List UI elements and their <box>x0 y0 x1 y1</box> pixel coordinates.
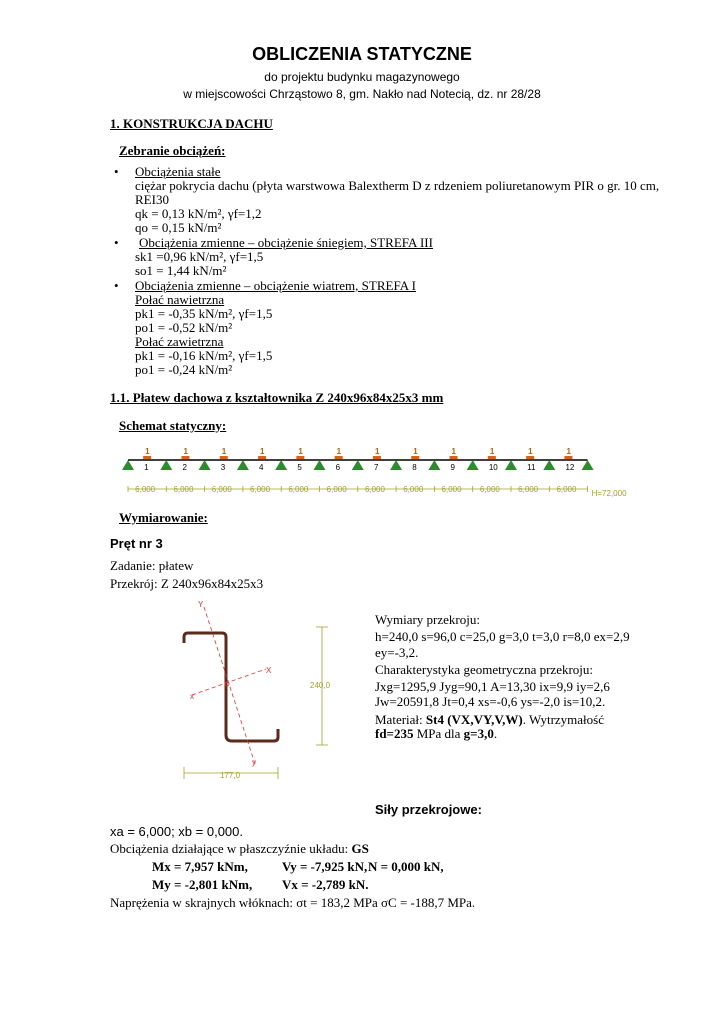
load-marker <box>181 456 189 459</box>
page-title: OBLICZENIA STATYCZNE <box>252 44 472 64</box>
wind-load-title: Obciążenia zmienne – obciążenie wiatrem, STREFA I <box>135 278 416 293</box>
leeward-label: Połać zawietrzna <box>135 334 224 349</box>
load-marker <box>296 456 304 459</box>
load-marker <box>335 456 343 459</box>
span-number: 11 <box>527 463 536 472</box>
stress-line: Naprężenia w skrajnych włóknach: σt = 183,2 MPa σC = -188,7 MPa. <box>110 895 476 910</box>
support-icon <box>390 460 402 470</box>
xa-xb-line: xa = 6,000; xb = 0,000. <box>110 824 243 839</box>
load-label: 1 <box>221 447 227 456</box>
forces-heading: Siły przekrojowe: <box>375 802 482 817</box>
snow-load-title: Obciążenia zmienne – obciążenie śniegiem, STREFA III <box>139 235 433 250</box>
support-icon <box>428 460 440 470</box>
support-icon <box>122 460 134 470</box>
span-length: 6,000 <box>326 485 347 494</box>
width-label: 177,0 <box>220 771 241 780</box>
load-marker <box>143 456 151 459</box>
span-number: 3 <box>220 463 226 472</box>
load-label: 1 <box>183 447 188 456</box>
span-length: 6,000 <box>479 485 500 494</box>
load-marker <box>373 456 381 459</box>
span-number: 4 <box>259 463 264 472</box>
load-label: 1 <box>260 447 265 456</box>
axis-X-label: X <box>266 666 272 675</box>
span-number: 2 <box>182 463 187 472</box>
qo-value: qo = 0,15 kN/m² <box>135 220 222 235</box>
span-length: 6,000 <box>556 485 577 494</box>
span-length: 6,000 <box>518 485 539 494</box>
load-label: 1 <box>336 447 342 456</box>
dimension-heading: Wymiarowanie: <box>119 510 208 525</box>
span-number: 7 <box>373 463 379 472</box>
span-number: 6 <box>335 463 341 472</box>
bar-label: Pręt nr 3 <box>110 536 163 551</box>
axis-Y-label: Y <box>198 600 204 609</box>
load-marker <box>220 456 228 459</box>
section-heading-1: 1. KONSTRUKCJA DACHU <box>110 116 273 131</box>
so-value: so1 = 1,44 kN/m² <box>135 263 227 278</box>
support-icon <box>275 460 287 470</box>
span-number: 1 <box>144 463 149 472</box>
dims-heading: Wymiary przekroju: <box>375 612 480 627</box>
section-heading-1-1: 1.1. Płatew dachowa z kształtownika Z 240x96x84x25x3 mm <box>110 390 444 405</box>
support-icon <box>505 460 517 470</box>
load-label: 1 <box>298 447 303 456</box>
support-icon <box>543 460 555 470</box>
loads-heading: Zebranie obciążeń: <box>119 143 226 158</box>
section-label: Przekrój: Z 240x96x84x25x3 <box>110 576 264 591</box>
load-marker <box>526 456 534 459</box>
static-scheme-diagram <box>110 444 650 504</box>
plane-loads-line: Obciążenia działające w płaszczyźnie układu: GS <box>110 841 369 856</box>
windward-label: Połać nawietrzna <box>135 292 225 307</box>
task-label: Zadanie: płatew <box>110 558 194 573</box>
pk-leeward: pk1 = -0,16 kN/m², γf=1,5 <box>135 348 273 363</box>
po-leeward: po1 = -0,24 kN/m² <box>135 362 233 377</box>
support-icon <box>160 460 172 470</box>
load-label: 1 <box>374 447 380 456</box>
load-label: 1 <box>489 447 495 456</box>
po-windward: po1 = -0,52 kN/m² <box>135 320 233 335</box>
dims-ey: ey=-3,2. <box>375 645 419 660</box>
span-length: 6,000 <box>173 485 194 494</box>
span-length: 6,000 <box>211 485 232 494</box>
support-icon <box>237 460 249 470</box>
scheme-heading: Schemat statyczny: <box>119 418 227 433</box>
z-profile-drawing <box>170 595 340 785</box>
span-length: 6,000 <box>288 485 309 494</box>
span-length: 6,000 <box>364 485 385 494</box>
vx-value: Vx = -2,789 kN. <box>282 877 369 892</box>
pk-windward: pk1 = -0,35 kN/m², γf=1,5 <box>135 306 273 321</box>
bullet: • <box>114 164 119 179</box>
my-value: My = -2,801 kNm, <box>152 877 253 892</box>
support-icon <box>352 460 364 470</box>
sk-value: sk1 =0,96 kN/m², γf=1,5 <box>135 249 264 264</box>
geom-heading: Charakterystyka geometryczna przekroju: <box>375 662 594 677</box>
subtitle-line-1: do projektu budynku magazynowego <box>264 70 460 84</box>
bullet: • <box>114 278 119 293</box>
axis-y-label: y <box>252 758 256 767</box>
load-label: 1 <box>566 447 571 456</box>
geom-values-1: Jxg=1295,9 Jyg=90,1 A=13,30 ix=9,9 iy=2,6 <box>375 679 610 694</box>
height-label: 240,0 <box>310 681 331 690</box>
axis-x-label: x <box>190 692 194 701</box>
span-number: 9 <box>450 463 456 472</box>
span-number: 5 <box>297 463 302 472</box>
load-marker <box>450 456 458 459</box>
mx-value: Mx = 7,957 kNm, <box>152 859 248 874</box>
axis-x-line <box>192 669 266 695</box>
permanent-load-title: Obciążenia stałe <box>135 164 221 179</box>
vy-value: Vy = -7,925 kN, <box>282 859 368 874</box>
span-number: 8 <box>412 463 417 472</box>
subtitle-line-2: w miejscowości Chrząstowo 8, gm. Nakło nad Notecią, dz. nr 28/28 <box>183 87 541 101</box>
load-marker <box>564 456 572 459</box>
geom-values-2: Jw=20591,8 Jt=0,4 xs=-0,6 ys=-2,0 is=10,2. <box>375 694 606 709</box>
span-length: 6,000 <box>403 485 424 494</box>
permanent-load-desc-2: REI30 <box>135 192 169 207</box>
load-marker <box>488 456 496 459</box>
span-length: 6,000 <box>135 485 156 494</box>
load-label: 1 <box>451 447 457 456</box>
strength-line: fd=235 MPa dla g=3,0. <box>375 726 498 741</box>
load-marker <box>258 456 266 459</box>
load-label: 1 <box>413 447 418 456</box>
material-line: Materiał: St4 (VX,VY,V,W). Wytrzymałość <box>375 712 604 727</box>
permanent-load-desc-1: ciężar pokrycia dachu (płyta warstwowa Balextherm D z rdzeniem poliuretanowym PIR o gr. 10 cm, <box>135 178 660 193</box>
load-marker <box>411 456 419 459</box>
bullet: • <box>114 235 119 250</box>
load-label: 1 <box>145 447 150 456</box>
span-length: 6,000 <box>250 485 271 494</box>
total-length: H=72,000 <box>591 489 627 498</box>
span-number: 10 <box>488 463 498 472</box>
support-icon <box>582 460 594 470</box>
qk-value: qk = 0,13 kN/m², γf=1,2 <box>135 206 262 221</box>
span-number: 12 <box>565 463 575 472</box>
axis-y-line <box>204 607 256 767</box>
profile-top-flange <box>184 633 222 643</box>
dims-values: h=240,0 s=96,0 c=25,0 g=3,0 t=3,0 r=8,0 ex=2,9 <box>375 629 630 644</box>
support-icon <box>314 460 326 470</box>
n-value: N = 0,000 kN, <box>368 859 444 874</box>
support-icon <box>199 460 211 470</box>
span-length: 6,000 <box>441 485 462 494</box>
load-label: 1 <box>528 447 533 456</box>
support-icon <box>467 460 479 470</box>
